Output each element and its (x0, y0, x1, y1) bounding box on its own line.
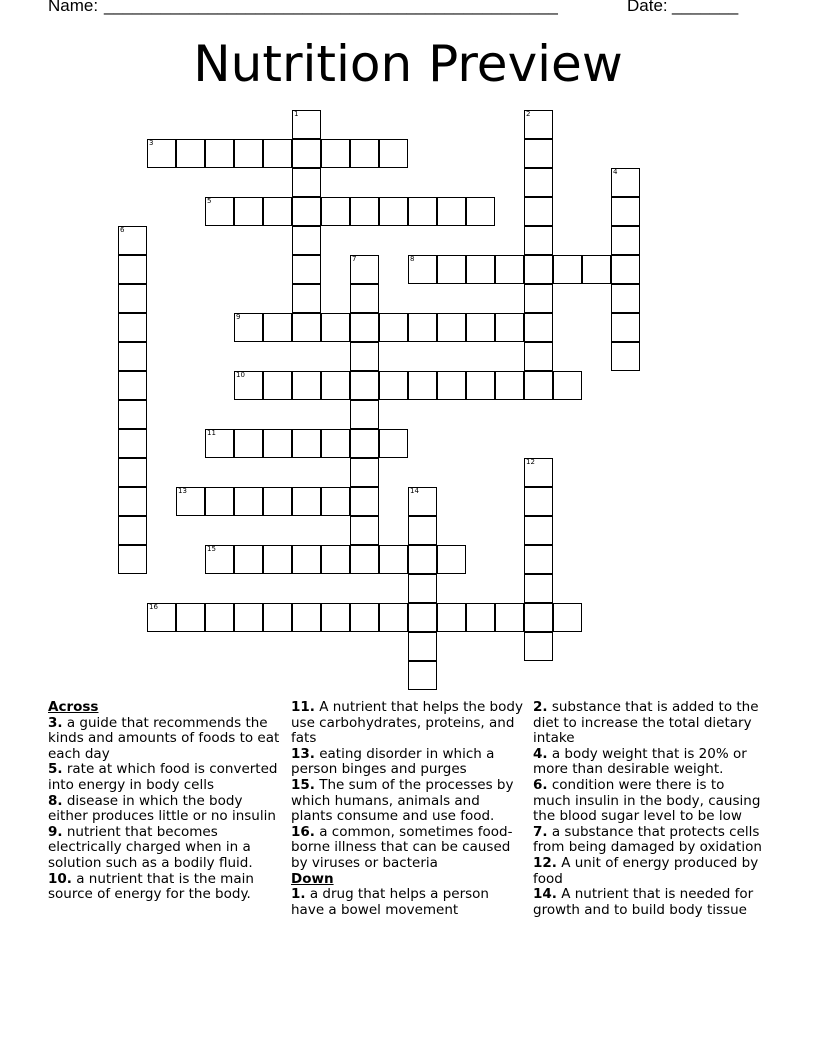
crossword-cell[interactable] (234, 139, 263, 168)
crossword-cell[interactable] (292, 313, 321, 342)
crossword-cell[interactable] (321, 429, 350, 458)
crossword-cell[interactable] (524, 139, 553, 168)
crossword-cell[interactable] (553, 255, 582, 284)
crossword-cell[interactable] (292, 255, 321, 284)
clue-item (291, 747, 523, 778)
clue-number: 2. (533, 699, 548, 715)
crossword-cell[interactable] (524, 313, 553, 342)
crossword-cell[interactable] (350, 458, 379, 487)
crossword-cell[interactable] (321, 313, 350, 342)
clue-text: a body weight that is 20% or more than desirable weight. (533, 745, 747, 778)
date-label: Date: (627, 0, 668, 15)
clue-heading-across: Across (48, 699, 99, 715)
clue-item (533, 856, 765, 887)
crossword-cell[interactable] (292, 545, 321, 574)
crossword-cell[interactable] (437, 197, 466, 226)
crossword-cell[interactable] (350, 197, 379, 226)
crossword-cell[interactable] (437, 545, 466, 574)
crossword-cell[interactable] (408, 545, 437, 574)
clue-text: a drug that helps a person have a bowel movement (291, 886, 489, 918)
crossword-cell[interactable] (234, 603, 263, 632)
crossword-cell[interactable] (379, 371, 408, 400)
crossword-cell[interactable] (350, 139, 379, 168)
crossword-cell[interactable] (524, 516, 553, 545)
crossword-cell[interactable] (466, 313, 495, 342)
crossword-cell[interactable] (408, 661, 437, 690)
crossword-cell[interactable] (350, 342, 379, 371)
crossword-cell[interactable] (118, 371, 147, 400)
crossword-cell[interactable] (263, 603, 292, 632)
crossword-cell[interactable] (408, 574, 437, 603)
cell-number: 12 (526, 458, 535, 466)
crossword-cell[interactable] (205, 545, 234, 574)
clue-number: 9. (48, 823, 63, 840)
crossword-cell[interactable] (263, 429, 292, 458)
crossword-cell[interactable] (582, 255, 611, 284)
crossword-cell[interactable] (524, 284, 553, 313)
clue-item (291, 887, 523, 918)
crossword-cell[interactable] (524, 371, 553, 400)
crossword-cell[interactable] (350, 429, 379, 458)
crossword-cell[interactable] (611, 255, 640, 284)
crossword-cell[interactable] (263, 197, 292, 226)
crossword-cell[interactable] (292, 226, 321, 255)
crossword-cell[interactable] (350, 313, 379, 342)
clue-item (533, 887, 765, 918)
crossword-cell[interactable] (466, 603, 495, 632)
crossword-cell[interactable] (292, 284, 321, 313)
crossword-cell[interactable] (611, 342, 640, 371)
crossword-cell[interactable] (379, 139, 408, 168)
crossword-cell[interactable] (118, 313, 147, 342)
crossword-cell[interactable] (553, 603, 582, 632)
cell-number: 13 (178, 487, 187, 495)
clue-number: 11. (291, 699, 315, 715)
crossword-cell[interactable] (321, 139, 350, 168)
crossword-cell[interactable] (495, 603, 524, 632)
crossword-cell[interactable] (495, 313, 524, 342)
crossword-cell[interactable] (379, 197, 408, 226)
crossword-cell[interactable] (234, 197, 263, 226)
crossword-cell[interactable] (350, 255, 379, 284)
crossword-cell[interactable] (408, 197, 437, 226)
clue-number: 5. (48, 761, 63, 778)
crossword-cell[interactable] (524, 574, 553, 603)
crossword-cell[interactable] (495, 255, 524, 284)
crossword-cell[interactable] (437, 603, 466, 632)
crossword-cell[interactable] (292, 603, 321, 632)
clue-number: 16. (291, 823, 315, 840)
crossword-cell[interactable] (147, 603, 176, 632)
clue-number: 14. (533, 886, 557, 903)
clue-item (533, 747, 765, 778)
clue-text: a substance that protects cells from being damaged by oxidation (533, 823, 762, 856)
cell-number: 3 (149, 139, 154, 147)
crossword-cell[interactable] (350, 487, 379, 516)
clue-text: a guide that recommends the kinds and amounts of foods to eat each day (48, 714, 280, 762)
clue-number: 12. (533, 854, 557, 871)
cell-number: 1 (294, 110, 299, 118)
crossword-cell[interactable] (321, 371, 350, 400)
crossword-cell[interactable] (118, 545, 147, 574)
crossword-cell[interactable] (379, 313, 408, 342)
crossword-cell[interactable] (437, 371, 466, 400)
crossword-cell[interactable] (234, 371, 263, 400)
crossword-cell[interactable] (234, 429, 263, 458)
cell-number: 4 (613, 168, 618, 176)
cell-number: 14 (410, 487, 419, 495)
crossword-cell[interactable] (292, 371, 321, 400)
crossword-cell[interactable] (292, 197, 321, 226)
crossword-cell[interactable] (524, 632, 553, 661)
crossword-cell[interactable] (524, 110, 553, 139)
crossword-cell[interactable] (205, 603, 234, 632)
crossword-cell[interactable] (292, 168, 321, 197)
clue-item (291, 778, 523, 825)
clue-number: 8. (48, 792, 63, 809)
crossword-cell[interactable] (437, 255, 466, 284)
crossword-cell[interactable] (408, 603, 437, 632)
date-field-line[interactable]: _______ (672, 0, 739, 15)
cell-number: 11 (207, 429, 216, 437)
crossword-cell[interactable] (611, 226, 640, 255)
clue-text: nutrient that becomes electrically charged when in a solution such as a bodily fluid. (48, 823, 253, 871)
cell-number: 10 (236, 371, 245, 379)
clue-item (291, 700, 523, 747)
clue-item (48, 872, 280, 903)
header-row (48, 0, 768, 20)
clue-item (533, 825, 765, 856)
crossword-cell[interactable] (408, 371, 437, 400)
crossword-cell[interactable] (263, 313, 292, 342)
crossword-cell[interactable] (118, 429, 147, 458)
clue-column-1 (48, 700, 280, 903)
crossword-cell[interactable] (234, 487, 263, 516)
crossword-cell[interactable] (524, 603, 553, 632)
clue-item (533, 778, 765, 825)
crossword-cell[interactable] (234, 545, 263, 574)
clue-text: a common, sometimes food-borne illness that can be caused by viruses or bacteria (291, 823, 513, 871)
cell-number: 15 (207, 545, 216, 553)
clue-item (48, 762, 280, 793)
crossword-cell[interactable] (263, 139, 292, 168)
clue-text: condition were there is to much insulin in the body, causing the blood sugar level to be low (533, 776, 761, 825)
crossword-cell[interactable] (524, 458, 553, 487)
crossword-cell[interactable] (147, 139, 176, 168)
clue-text: The sum of the processes by which humans, animals and plants consume and use food. (291, 776, 514, 825)
crossword-cell[interactable] (321, 603, 350, 632)
crossword-cell[interactable] (408, 255, 437, 284)
crossword-cell[interactable] (350, 603, 379, 632)
crossword-cell[interactable] (466, 197, 495, 226)
clue-text: substance that is added to the diet to increase the total dietary intake (533, 699, 759, 747)
crossword-cell[interactable] (611, 197, 640, 226)
crossword-cell[interactable] (118, 284, 147, 313)
crossword-cell[interactable] (524, 197, 553, 226)
clue-item (48, 825, 280, 872)
crossword-cell[interactable] (553, 371, 582, 400)
page-title: Nutrition Preview (193, 35, 623, 93)
clue-text: eating disorder in which a person binges and purges (291, 745, 495, 778)
crossword-cell[interactable] (350, 516, 379, 545)
crossword-cell[interactable] (524, 545, 553, 574)
clue-number: 1. (291, 886, 306, 903)
clue-number: 6. (533, 776, 548, 793)
crossword-cell[interactable] (466, 371, 495, 400)
crossword-cell[interactable] (118, 400, 147, 429)
cell-number: 5 (207, 197, 212, 205)
crossword-cell[interactable] (321, 197, 350, 226)
clue-item (48, 716, 280, 763)
crossword-cell[interactable] (495, 371, 524, 400)
crossword-cell[interactable] (611, 313, 640, 342)
crossword-cell[interactable] (350, 371, 379, 400)
crossword-cell[interactable] (350, 284, 379, 313)
crossword-cell[interactable] (176, 139, 205, 168)
crossword-cell[interactable] (118, 342, 147, 371)
crossword-cell[interactable] (205, 197, 234, 226)
crossword-cell[interactable] (321, 545, 350, 574)
crossword-cell[interactable] (205, 429, 234, 458)
crossword-cell[interactable] (118, 516, 147, 545)
clue-number: 10. (48, 870, 72, 887)
crossword-cell[interactable] (118, 458, 147, 487)
clue-text: A nutrient that is needed for growth and to build body tissue (533, 886, 754, 918)
crossword-cell[interactable] (321, 487, 350, 516)
clue-text: disease in which the body either produces little or no insulin (48, 792, 276, 825)
cell-number: 7 (352, 255, 357, 263)
crossword-cell[interactable] (379, 603, 408, 632)
crossword-cell[interactable] (524, 342, 553, 371)
crossword-cell[interactable] (408, 313, 437, 342)
crossword-cell[interactable] (118, 255, 147, 284)
name-label: Name: (48, 0, 99, 15)
clue-item (48, 794, 280, 825)
crossword-cell[interactable] (379, 429, 408, 458)
clue-text: A nutrient that helps the body use carbohydrates, proteins, and fats (291, 699, 523, 747)
crossword-cell[interactable] (466, 255, 495, 284)
cell-number: 16 (149, 603, 158, 611)
crossword-cell[interactable] (263, 371, 292, 400)
crossword-cell[interactable] (611, 168, 640, 197)
crossword-cell[interactable] (350, 400, 379, 429)
clue-number: 13. (291, 745, 315, 762)
crossword-cell[interactable] (118, 226, 147, 255)
crossword-cell[interactable] (292, 429, 321, 458)
crossword-cell[interactable] (524, 226, 553, 255)
clue-text: rate at which food is converted into energy in body cells (48, 761, 278, 793)
clue-number: 7. (533, 823, 548, 840)
crossword-cell[interactable] (379, 545, 408, 574)
cell-number: 2 (526, 110, 531, 118)
crossword-cell[interactable] (292, 487, 321, 516)
crossword-cell[interactable] (611, 284, 640, 313)
clue-heading-down: Down (291, 870, 334, 887)
crossword-cell[interactable] (524, 255, 553, 284)
clue-number: 4. (533, 745, 548, 762)
crossword-cell[interactable] (176, 487, 205, 516)
clue-number: 15. (291, 776, 315, 793)
crossword-cell[interactable] (524, 168, 553, 197)
crossword-cell[interactable] (176, 603, 205, 632)
crossword-cell[interactable] (437, 313, 466, 342)
clue-column-2 (291, 700, 523, 918)
crossword-cell[interactable] (234, 313, 263, 342)
crossword-cell[interactable] (408, 487, 437, 516)
crossword-cell[interactable] (350, 545, 379, 574)
clue-number: 3. (48, 714, 63, 731)
crossword-cell[interactable] (292, 139, 321, 168)
crossword-cell[interactable] (292, 110, 321, 139)
clue-item (533, 700, 765, 747)
crossword-cell[interactable] (408, 632, 437, 661)
cell-number: 6 (120, 226, 125, 234)
cell-number: 9 (236, 313, 241, 321)
crossword-cell[interactable] (408, 516, 437, 545)
cell-number: 8 (410, 255, 415, 263)
crossword-cell[interactable] (205, 487, 234, 516)
clue-item (291, 825, 523, 872)
clue-text: A unit of energy produced by food (533, 854, 759, 887)
clue-text: a nutrient that is the main source of energy for the body. (48, 870, 254, 903)
crossword-cell[interactable] (524, 487, 553, 516)
crossword-cell[interactable] (263, 545, 292, 574)
crossword-cell[interactable] (118, 487, 147, 516)
name-field-line[interactable]: ________________________________________________ (104, 0, 558, 15)
clue-column-3 (533, 700, 765, 918)
crossword-cell[interactable] (205, 139, 234, 168)
crossword-cell[interactable] (263, 487, 292, 516)
